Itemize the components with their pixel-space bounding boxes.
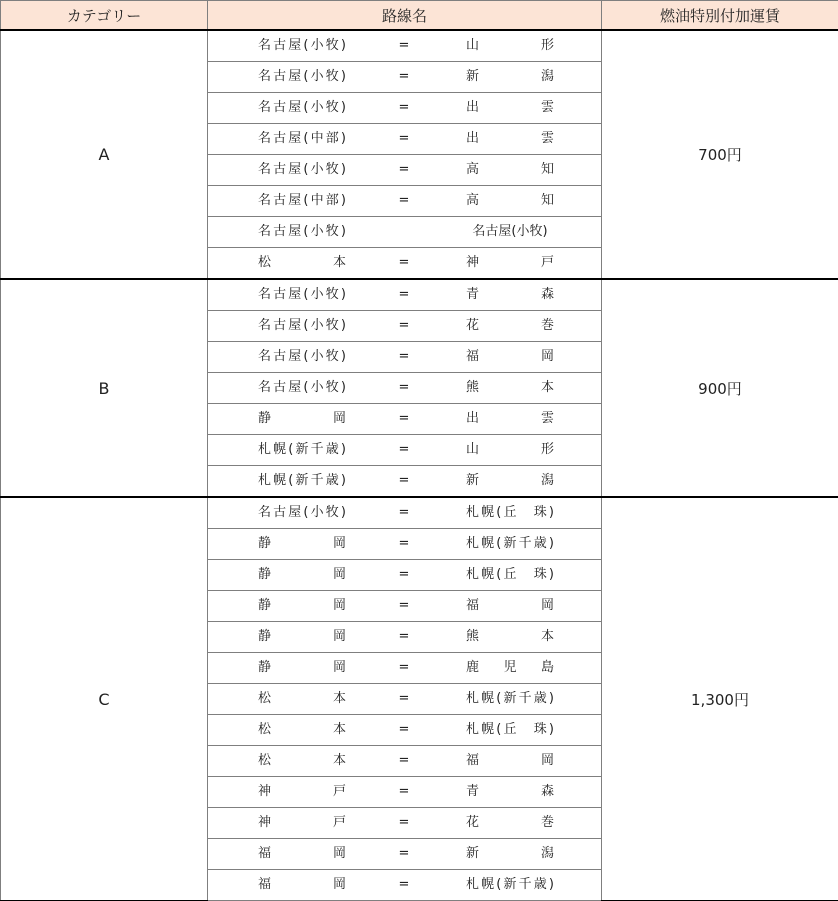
route-separator: = [396, 715, 412, 745]
route-separator: = [396, 808, 412, 838]
route-separator: = [396, 435, 412, 465]
route-cell [208, 404, 602, 435]
route-destination: 山 形 [466, 31, 554, 61]
route-origin: 松 本 [258, 248, 346, 278]
route-separator: = [396, 466, 412, 496]
route-separator: = [396, 31, 412, 61]
route-cell [208, 622, 602, 653]
route-cell [208, 870, 602, 901]
route-origin: 福 岡 [258, 870, 346, 900]
route-destination: 出 雲 [466, 93, 554, 123]
route-cell [208, 435, 602, 466]
route-origin: 松 本 [258, 746, 346, 776]
route-separator: = [396, 62, 412, 92]
route-cell [208, 124, 602, 155]
header-fee: 燃油特別付加運賃 [602, 1, 838, 31]
route-separator: = [396, 498, 412, 528]
route-origin: 神 戸 [258, 808, 346, 838]
route-cell [208, 248, 602, 280]
route-separator: = [396, 591, 412, 621]
route-cell [208, 62, 602, 93]
route-origin: 名古屋(小牧) [258, 93, 346, 123]
route-destination: 名古屋(小牧) [466, 217, 554, 247]
route-destination: 鹿 児 島 [466, 653, 554, 683]
route-destination: 札幌(新千歳) [466, 684, 554, 714]
route-destination: 花 巻 [466, 311, 554, 341]
header-category: カテゴリー [1, 1, 208, 31]
header-row [1, 1, 838, 31]
route-destination: 福 岡 [466, 342, 554, 372]
route-cell [208, 560, 602, 591]
route-cell [208, 155, 602, 186]
route-separator: = [396, 311, 412, 341]
route-origin: 名古屋(小牧) [258, 217, 346, 247]
route-destination: 福 岡 [466, 746, 554, 776]
route-origin: 名古屋(小牧) [258, 155, 346, 185]
route-destination: 熊 本 [466, 622, 554, 652]
route-destination: 青 森 [466, 280, 554, 310]
route-cell [208, 839, 602, 870]
route-separator: = [396, 684, 412, 714]
route-origin: 名古屋(中部) [258, 124, 346, 154]
route-origin: 名古屋(中部) [258, 186, 346, 216]
route-destination: 札幌(新千歳) [466, 529, 554, 559]
route-separator: = [396, 186, 412, 216]
route-destination: 福 岡 [466, 591, 554, 621]
route-destination: 札幌(丘 珠) [466, 560, 554, 590]
route-origin: 福 岡 [258, 839, 346, 869]
route-separator: = [396, 870, 412, 900]
fare-body [1, 30, 838, 901]
route-origin: 名古屋(小牧) [258, 498, 346, 528]
route-cell [208, 342, 602, 373]
route-cell [208, 466, 602, 498]
route-destination: 神 戸 [466, 248, 554, 278]
route-separator: = [396, 777, 412, 807]
route-separator: = [396, 622, 412, 652]
route-cell [208, 93, 602, 124]
route-origin: 静 岡 [258, 622, 346, 652]
route-origin: 名古屋(小牧) [258, 342, 346, 372]
route-separator: = [396, 746, 412, 776]
route-separator: = [396, 404, 412, 434]
route-separator: = [396, 280, 412, 310]
route-destination: 札幌(丘 珠) [466, 715, 554, 745]
route-cell [208, 653, 602, 684]
route-destination: 高 知 [466, 186, 554, 216]
fee-cell: 900円 [602, 279, 838, 497]
route-origin: 名古屋(小牧) [258, 311, 346, 341]
route-cell [208, 715, 602, 746]
route-cell [208, 808, 602, 839]
route-separator: = [396, 124, 412, 154]
route-origin: 松 本 [258, 715, 346, 745]
route-cell [208, 279, 602, 311]
route-cell [208, 373, 602, 404]
route-destination: 花 巻 [466, 808, 554, 838]
route-origin: 名古屋(小牧) [258, 280, 346, 310]
route-cell [208, 684, 602, 715]
route-separator: = [396, 248, 412, 278]
route-origin: 名古屋(小牧) [258, 31, 346, 61]
route-origin: 札幌(新千歳) [258, 435, 346, 465]
fee-cell: 700円 [602, 30, 838, 279]
route-destination: 高 知 [466, 155, 554, 185]
route-cell [208, 591, 602, 622]
route-cell [208, 777, 602, 808]
route-destination: 出 雲 [466, 404, 554, 434]
route-cell [208, 497, 602, 529]
route-cell [208, 311, 602, 342]
table-row [1, 497, 838, 529]
category-cell: B [1, 279, 208, 497]
category-cell: A [1, 30, 208, 279]
route-origin: 静 岡 [258, 529, 346, 559]
route-destination: 山 形 [466, 435, 554, 465]
route-separator: = [396, 560, 412, 590]
fee-cell: 1,300円 [602, 497, 838, 901]
header-route: 路線名 [208, 1, 602, 31]
route-destination: 札幌(丘 珠) [466, 498, 554, 528]
route-origin: 松 本 [258, 684, 346, 714]
route-origin: 静 岡 [258, 653, 346, 683]
route-separator: = [396, 839, 412, 869]
route-origin: 静 岡 [258, 560, 346, 590]
route-separator: = [396, 373, 412, 403]
route-separator: = [396, 342, 412, 372]
route-cell [208, 30, 602, 62]
table-row [1, 279, 838, 311]
route-origin: 名古屋(小牧) [258, 373, 346, 403]
route-cell [208, 217, 602, 248]
route-cell [208, 186, 602, 217]
route-separator: = [396, 529, 412, 559]
route-destination: 新 潟 [466, 839, 554, 869]
route-origin: 名古屋(小牧) [258, 62, 346, 92]
route-separator: = [396, 93, 412, 123]
route-origin: 札幌(新千歳) [258, 466, 346, 496]
route-separator: = [396, 155, 412, 185]
route-destination: 新 潟 [466, 466, 554, 496]
route-origin: 静 岡 [258, 404, 346, 434]
route-cell [208, 529, 602, 560]
route-origin: 神 戸 [258, 777, 346, 807]
route-destination: 青 森 [466, 777, 554, 807]
route-destination: 新 潟 [466, 62, 554, 92]
route-cell [208, 746, 602, 777]
route-destination: 札幌(新千歳) [466, 870, 554, 900]
route-destination: 熊 本 [466, 373, 554, 403]
route-separator: = [396, 653, 412, 683]
route-destination: 出 雲 [466, 124, 554, 154]
route-origin: 静 岡 [258, 591, 346, 621]
table-row [1, 30, 838, 62]
category-cell: C [1, 497, 208, 901]
